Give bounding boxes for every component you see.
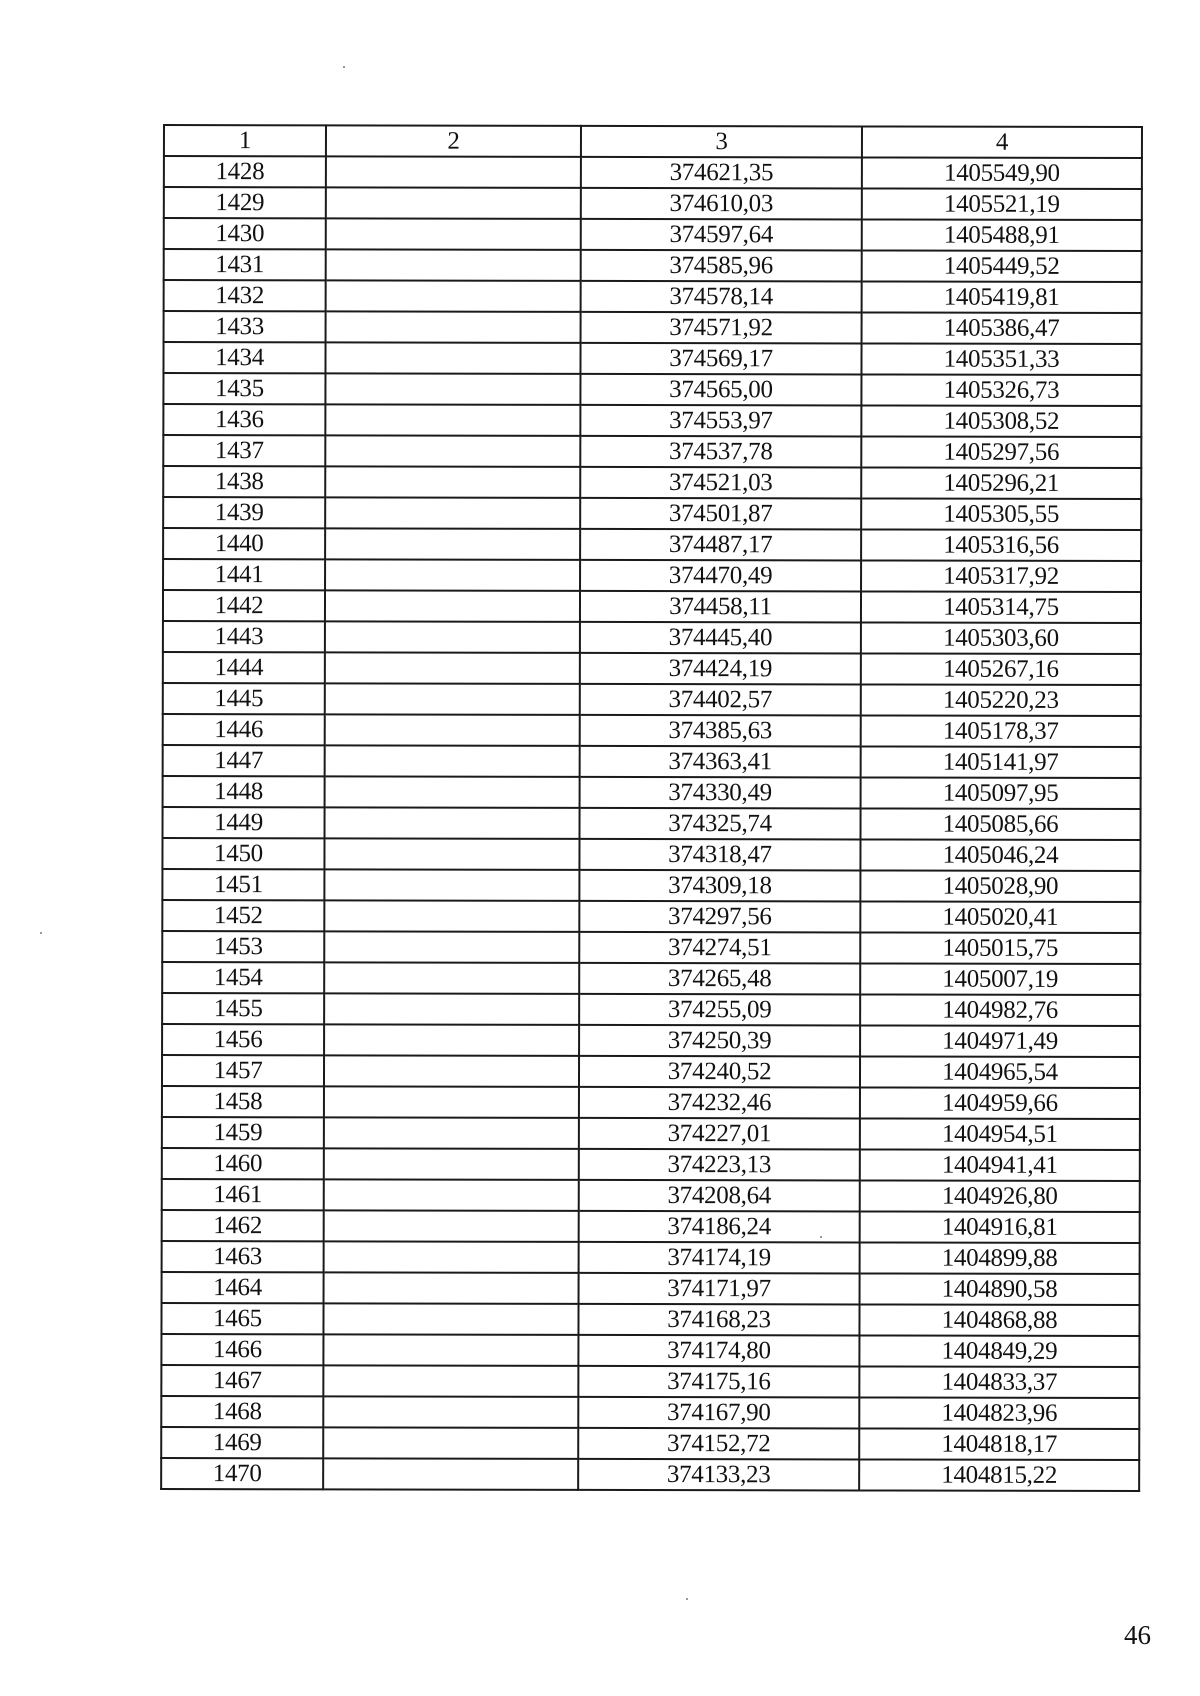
table-cell-col-4: 1405351,33: [861, 343, 1141, 375]
table-cell-col-4: 1405046,24: [860, 839, 1140, 871]
table-cell-col-4: 1405326,73: [861, 374, 1141, 406]
table-cell-col-1: 1463: [162, 1241, 324, 1272]
table-cell-col-4: 1405015,75: [860, 932, 1140, 964]
table-cell-col-1: 1456: [162, 1024, 324, 1055]
table-cell-col-4: 1404926,80: [860, 1180, 1140, 1212]
table-cell-col-2: [325, 435, 580, 467]
table-cell-col-3: 374330,49: [580, 777, 861, 809]
table-row: [162, 869, 1140, 902]
table-cell-col-1: 1469: [161, 1427, 323, 1458]
table-row: [163, 342, 1141, 375]
table-cell-col-2: [323, 1458, 578, 1490]
table-cell-col-3: 374470,49: [580, 560, 861, 592]
table-cell-col-3: 374553,97: [580, 405, 861, 437]
table-cell-col-1: 1461: [162, 1179, 324, 1210]
table-row: [164, 280, 1142, 313]
table-cell-col-2: [325, 652, 580, 684]
table-row: [163, 745, 1141, 778]
table-cell-col-2: [326, 156, 581, 188]
table-cell-col-3: 374521,03: [580, 467, 861, 499]
table-row: [162, 1210, 1140, 1243]
table-cell-col-3: 374385,63: [580, 715, 861, 747]
table-cell-col-2: [326, 187, 581, 219]
table-row: [161, 1334, 1139, 1367]
table-cell-col-1: 1455: [162, 993, 324, 1024]
table-row: [163, 683, 1141, 716]
table-cell-col-3: 374597,64: [581, 219, 862, 251]
table-cell-col-3: 374363,41: [580, 746, 861, 778]
table-row: [163, 466, 1141, 499]
table-cell-col-2: [324, 931, 579, 963]
table-cell-col-4: 1405303,60: [861, 622, 1141, 654]
table-cell-col-4: 1404849,29: [859, 1335, 1139, 1367]
table-cell-col-3: 374610,03: [581, 188, 862, 220]
table-cell-col-4: 1404965,54: [860, 1056, 1140, 1088]
table-cell-col-2: [325, 404, 580, 436]
table-cell-col-4: 1404868,88: [859, 1304, 1139, 1336]
table-cell-col-4: 1404954,51: [860, 1118, 1140, 1150]
table-cell-col-1: 1462: [162, 1210, 324, 1241]
table-cell-col-4: 1405317,92: [861, 560, 1141, 592]
table-cell-col-1: 1443: [163, 621, 325, 652]
table-cell-col-4: 1405020,41: [860, 901, 1140, 933]
table-row: [162, 1179, 1140, 1212]
table-cell-col-2: [324, 1055, 579, 1087]
table-cell-col-1: 1454: [162, 962, 324, 993]
table-cell-col-1: 1438: [163, 466, 325, 497]
table-cell-col-4: 1405314,75: [861, 591, 1141, 623]
table-row: [161, 1365, 1139, 1398]
table-row: [163, 435, 1141, 468]
table-cell-col-1: 1449: [163, 807, 325, 838]
table-cell-col-4: 1405386,47: [862, 312, 1142, 344]
table-cell-col-2: [325, 683, 580, 715]
table-row: [163, 714, 1141, 747]
table-cell-col-2: [326, 218, 581, 250]
table-cell-col-4: 1405296,21: [861, 467, 1141, 499]
table-cell-col-4: 1405007,19: [860, 963, 1140, 995]
table-cell-col-4: 1404899,88: [860, 1242, 1140, 1274]
table-row: [162, 1272, 1140, 1305]
table-cell-col-4: 1404823,96: [859, 1397, 1139, 1429]
table-cell-col-2: [325, 807, 580, 839]
table-cell-col-2: [325, 528, 580, 560]
table-row: [163, 590, 1141, 623]
table-cell-col-1: 1445: [163, 683, 325, 714]
table-row: [162, 1024, 1140, 1057]
table-cell-col-2: [323, 1334, 578, 1366]
table-cell-col-1: 1444: [163, 652, 325, 683]
table-cell-col-1: 1433: [164, 311, 326, 342]
table-cell-col-2: [325, 497, 580, 529]
table-cell-col-3: 374265,48: [579, 963, 860, 995]
table-cell-col-1: 1446: [163, 714, 325, 745]
table-cell-col-4: 1405305,55: [861, 498, 1141, 530]
table-cell-col-3: 374175,16: [578, 1366, 859, 1398]
table-cell-col-2: [323, 1365, 578, 1397]
table-cell-col-2: [325, 714, 580, 746]
table-cell-col-1: 1470: [161, 1458, 323, 1489]
table-cell-col-4: 1404818,17: [859, 1428, 1139, 1460]
table-row: [161, 1396, 1139, 1429]
table-cell-col-3: 374167,90: [578, 1397, 859, 1429]
table-cell-col-4: 1405028,90: [860, 870, 1140, 902]
table-row: [162, 993, 1140, 1026]
table-row: [164, 218, 1142, 251]
table-row: [163, 776, 1141, 809]
table-cell-col-1: 1466: [161, 1334, 323, 1365]
table-cell-col-4: 1405521,19: [862, 188, 1142, 220]
table-cell-col-3: 374227,01: [579, 1118, 860, 1150]
table-cell-col-2: [324, 1086, 579, 1118]
table-cell-col-1: 1442: [163, 590, 325, 621]
table-row: [162, 1117, 1140, 1150]
table-cell-col-2: [324, 900, 579, 932]
table-cell-col-2: [326, 280, 581, 312]
table-cell-col-3: 374571,92: [581, 312, 862, 344]
table-row: [163, 559, 1141, 592]
table-row: [162, 962, 1140, 995]
table-row: [163, 497, 1141, 530]
page-number: 46: [1124, 1620, 1151, 1650]
table-cell-col-1: 1431: [164, 249, 326, 280]
table-row: [163, 404, 1141, 437]
table-cell-col-4: 1404890,58: [860, 1273, 1140, 1305]
table-row: [164, 156, 1142, 189]
scan-speck: [820, 1236, 822, 1238]
table-cell-col-1: 1436: [163, 404, 325, 435]
table-cell-col-3: 374171,97: [579, 1273, 860, 1305]
table-cell-col-4: 1405178,37: [861, 715, 1141, 747]
table-cell-col-3: 374565,00: [580, 374, 861, 406]
table-row: [161, 1458, 1139, 1491]
table-cell-col-2: [324, 1179, 579, 1211]
table-row: [161, 1427, 1139, 1460]
table-cell-col-4: 1404833,37: [859, 1366, 1139, 1398]
table-cell-col-1: 1428: [164, 156, 326, 187]
table-cell-col-2: [323, 1427, 578, 1459]
table-row: [164, 249, 1142, 282]
table-cell-col-4: 1405267,16: [861, 653, 1141, 685]
table-cell-col-1: 1465: [161, 1303, 323, 1334]
table-cell-col-3: 374133,23: [578, 1459, 859, 1491]
column-header-3: 3: [581, 126, 862, 158]
table-cell-col-4: 1405085,66: [861, 808, 1141, 840]
table-cell-col-3: 374223,13: [579, 1149, 860, 1181]
table-cell-col-2: [326, 311, 581, 343]
column-header-2: 2: [326, 125, 581, 157]
table-cell-col-4: 1405141,97: [861, 746, 1141, 778]
table-cell-col-2: [325, 590, 580, 622]
table-cell-col-2: [324, 962, 579, 994]
table-cell-col-2: [324, 869, 579, 901]
table-cell-col-3: 374585,96: [581, 250, 862, 282]
table-cell-col-4: 1404959,66: [860, 1087, 1140, 1119]
table-cell-col-2: [325, 342, 580, 374]
table-cell-col-3: 374621,35: [581, 157, 862, 189]
table-cell-col-3: 374240,52: [579, 1056, 860, 1088]
table-cell-col-3: 374445,40: [580, 622, 861, 654]
table-cell-col-1: 1467: [161, 1365, 323, 1396]
table-cell-col-1: 1429: [164, 187, 326, 218]
table-row: [161, 1303, 1139, 1336]
table-cell-col-3: 374168,23: [578, 1304, 859, 1336]
table-row: [164, 311, 1142, 344]
table-cell-col-3: 374487,17: [580, 529, 861, 561]
table-cell-col-3: 374569,17: [580, 343, 861, 375]
table-cell-col-2: [324, 993, 579, 1025]
table-cell-col-2: [326, 249, 581, 281]
table-cell-col-3: 374152,72: [578, 1428, 859, 1460]
table-cell-col-2: [324, 1024, 579, 1056]
table-cell-col-3: 374186,24: [579, 1211, 860, 1243]
table-cell-col-3: 374537,78: [580, 436, 861, 468]
scan-speck: [343, 66, 345, 68]
table-cell-col-4: 1405308,52: [861, 405, 1141, 437]
table-cell-col-1: 1447: [163, 745, 325, 776]
table-cell-col-4: 1405549,90: [862, 157, 1142, 189]
table-cell-col-4: 1405449,52: [862, 250, 1142, 282]
table-cell-col-4: 1405297,56: [861, 436, 1141, 468]
table-cell-col-4: 1404815,22: [859, 1459, 1139, 1491]
table-cell-col-1: 1430: [164, 218, 326, 249]
table-cell-col-3: 374250,39: [579, 1025, 860, 1057]
table-row: [163, 652, 1141, 685]
table-cell-col-3: 374297,56: [579, 901, 860, 933]
table-cell-col-2: [325, 745, 580, 777]
table-cell-col-2: [325, 559, 580, 591]
table-cell-col-1: 1459: [162, 1117, 324, 1148]
table-cell-col-2: [324, 1241, 579, 1273]
table-cell-col-4: 1405097,95: [861, 777, 1141, 809]
table-cell-col-1: 1457: [162, 1055, 324, 1086]
table-cell-col-3: 374325,74: [580, 808, 861, 840]
table-cell-col-1: 1448: [163, 776, 325, 807]
table-row: [162, 1241, 1140, 1274]
table-cell-col-3: 374309,18: [579, 870, 860, 902]
table-cell-col-4: 1405220,23: [861, 684, 1141, 716]
column-header-1: 1: [164, 125, 326, 156]
table-row: [162, 1148, 1140, 1181]
table-cell-col-2: [324, 1210, 579, 1242]
table-cell-col-3: 374318,47: [579, 839, 860, 871]
table-cell-col-2: [325, 776, 580, 808]
coordinates-table: [160, 124, 1143, 1492]
table-cell-col-1: 1440: [163, 528, 325, 559]
table-cell-col-3: 374458,11: [580, 591, 861, 623]
table-cell-col-1: 1441: [163, 559, 325, 590]
table-row: [164, 187, 1142, 220]
column-header-4: 4: [862, 126, 1142, 158]
table-cell-col-2: [323, 1396, 578, 1428]
table-cell-col-1: 1453: [162, 931, 324, 962]
table-cell-col-4: 1405488,91: [862, 219, 1142, 251]
table-cell-col-3: 374232,46: [579, 1087, 860, 1119]
table-cell-col-3: 374501,87: [580, 498, 861, 530]
table-cell-col-2: [325, 621, 580, 653]
table-row: [163, 528, 1141, 561]
table-cell-col-4: 1404916,81: [860, 1211, 1140, 1243]
table-row: [162, 1086, 1140, 1119]
table-cell-col-4: 1404941,41: [860, 1149, 1140, 1181]
table-row: [163, 373, 1141, 406]
table-cell-col-3: 374274,51: [579, 932, 860, 964]
table-cell-col-1: 1432: [164, 280, 326, 311]
table-cell-col-1: 1434: [163, 342, 325, 373]
scan-speck: [40, 932, 42, 934]
table-row: [163, 807, 1141, 840]
table-cell-col-2: [324, 1117, 579, 1149]
table-cell-col-3: 374174,19: [579, 1242, 860, 1274]
table-cell-col-3: 374578,14: [581, 281, 862, 313]
table-cell-col-3: 374174,80: [578, 1335, 859, 1367]
table-header-row: [164, 125, 1142, 158]
table-row: [162, 1055, 1140, 1088]
table-row: [162, 838, 1140, 871]
table-cell-col-2: [325, 373, 580, 405]
table-cell-col-1: 1458: [162, 1086, 324, 1117]
table-cell-col-1: 1464: [162, 1272, 324, 1303]
table-cell-col-1: 1437: [163, 435, 325, 466]
table-row: [163, 621, 1141, 654]
table-cell-col-2: [323, 1303, 578, 1335]
table-cell-col-3: 374208,64: [579, 1180, 860, 1212]
table-row: [162, 931, 1140, 964]
table-cell-col-3: 374402,57: [580, 684, 861, 716]
table-cell-col-2: [324, 838, 579, 870]
table-cell-col-1: 1439: [163, 497, 325, 528]
table-cell-col-4: 1404971,49: [860, 1025, 1140, 1057]
table-cell-col-4: 1405419,81: [862, 281, 1142, 313]
table-cell-col-4: 1405316,56: [861, 529, 1141, 561]
table-cell-col-1: 1435: [163, 373, 325, 404]
table-cell-col-1: 1451: [162, 869, 324, 900]
scan-speck: [686, 1598, 688, 1600]
table-cell-col-1: 1460: [162, 1148, 324, 1179]
table-cell-col-2: [324, 1272, 579, 1304]
table-cell-col-3: 374424,19: [580, 653, 861, 685]
table-cell-col-2: [325, 466, 580, 498]
table-cell-col-3: 374255,09: [579, 994, 860, 1026]
table-cell-col-1: 1452: [162, 900, 324, 931]
table-cell-col-1: 1468: [161, 1396, 323, 1427]
table-body: [161, 156, 1142, 1491]
table-row: [162, 900, 1140, 933]
table-cell-col-1: 1450: [162, 838, 324, 869]
table-cell-col-4: 1404982,76: [860, 994, 1140, 1026]
table-cell-col-2: [324, 1148, 579, 1180]
